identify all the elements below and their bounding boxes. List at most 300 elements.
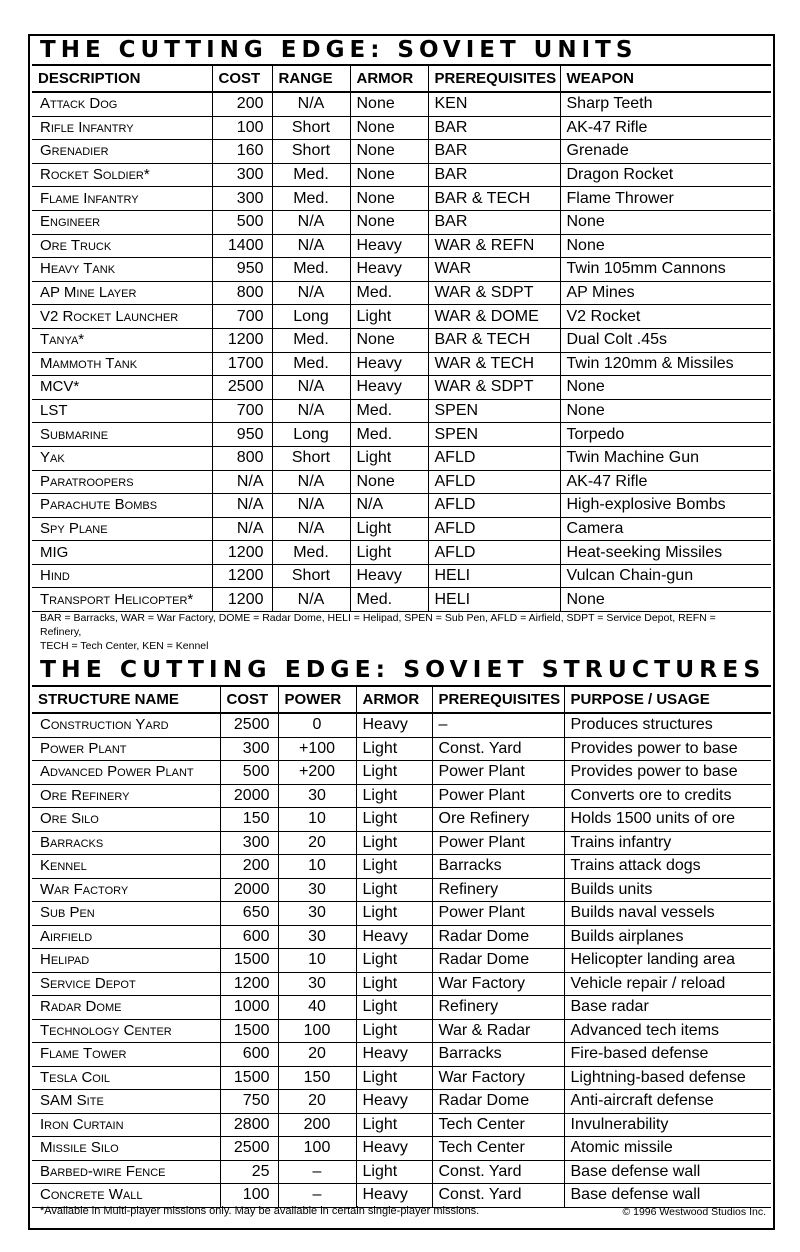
structure-purpose: Base defense wall [564, 1160, 771, 1184]
unit-prerequisites: WAR & SDPT [428, 376, 560, 400]
unit-description: Tanya* [32, 328, 212, 352]
unit-armor: Light [350, 517, 428, 541]
unit-weapon: Sharp Teeth [560, 92, 771, 116]
unit-cost: 100 [212, 116, 272, 140]
units-table [32, 66, 771, 612]
unit-row [32, 234, 771, 258]
structure-purpose: Provides power to base [564, 761, 771, 785]
unit-weapon: Dragon Rocket [560, 163, 771, 187]
structure-name: Construction Yard [32, 713, 220, 737]
units-legend-line-1: BAR = Barracks, WAR = War Factory, DOME = Radar Dome, HELI = Helipad, SPEN = Sub Pen, AFLD = Airfield, SDPT = Service Depot, REFN = Refinery, [40, 612, 716, 638]
structures-col-cost: COST [220, 686, 278, 713]
unit-prerequisites: AFLD [428, 446, 560, 470]
unit-weapon: Twin 120mm & Missiles [560, 352, 771, 376]
structure-armor: Light [356, 1113, 432, 1137]
unit-row [32, 163, 771, 187]
structure-prerequisites: Power Plant [432, 784, 564, 808]
structure-cost: 200 [220, 855, 278, 879]
unit-weapon: None [560, 588, 771, 612]
structure-power: 200 [278, 1113, 356, 1137]
structures-col-armor: ARMOR [356, 686, 432, 713]
unit-description: AP Mine Layer [32, 281, 212, 305]
unit-row [32, 588, 771, 612]
units-table-body [32, 92, 771, 612]
unit-armor: None [350, 92, 428, 116]
structure-purpose: Produces structures [564, 713, 771, 737]
unit-prerequisites: AFLD [428, 517, 560, 541]
structure-prerequisites: Refinery [432, 996, 564, 1020]
structure-prerequisites: Ore Refinery [432, 808, 564, 832]
structure-power: 10 [278, 949, 356, 973]
unit-armor: Med. [350, 281, 428, 305]
structure-armor: Light [356, 996, 432, 1020]
structure-armor: Light [356, 855, 432, 879]
structure-name: Kennel [32, 855, 220, 879]
structure-prerequisites: Power Plant [432, 902, 564, 926]
unit-row [32, 494, 771, 518]
structure-name: War Factory [32, 878, 220, 902]
unit-row [32, 210, 771, 234]
unit-weapon: Heat-seeking Missiles [560, 541, 771, 565]
structures-col-name: STRUCTURE NAME [32, 686, 220, 713]
structure-purpose: Builds airplanes [564, 925, 771, 949]
structures-section-title: THE CUTTING EDGE: SOVIET STRUCTURES [40, 655, 766, 683]
structure-name: Sub Pen [32, 902, 220, 926]
structure-armor: Light [356, 808, 432, 832]
structure-prerequisites: Radar Dome [432, 1090, 564, 1114]
structure-name: Tesla Coil [32, 1066, 220, 1090]
structures-table [32, 685, 771, 1208]
unit-weapon: High-explosive Bombs [560, 494, 771, 518]
structure-prerequisites: – [432, 713, 564, 737]
structure-armor: Light [356, 972, 432, 996]
unit-cost: 1200 [212, 564, 272, 588]
unit-description: Paratroopers [32, 470, 212, 494]
structure-row [32, 808, 771, 832]
unit-prerequisites: WAR & SDPT [428, 281, 560, 305]
unit-armor: Heavy [350, 258, 428, 282]
unit-description: Flame Infantry [32, 187, 212, 211]
unit-prerequisites: BAR [428, 210, 560, 234]
structure-name: Ore Refinery [32, 784, 220, 808]
unit-prerequisites: BAR & TECH [428, 328, 560, 352]
unit-prerequisites: WAR & REFN [428, 234, 560, 258]
unit-cost: 2500 [212, 376, 272, 400]
unit-cost: 1700 [212, 352, 272, 376]
unit-weapon: AK-47 Rifle [560, 470, 771, 494]
structure-armor: Light [356, 1160, 432, 1184]
unit-prerequisites: SPEN [428, 423, 560, 447]
unit-range: N/A [272, 92, 350, 116]
unit-weapon: Flame Thrower [560, 187, 771, 211]
unit-prerequisites: BAR [428, 163, 560, 187]
unit-description: Transport Helicopter* [32, 588, 212, 612]
unit-prerequisites: BAR & TECH [428, 187, 560, 211]
structure-purpose: Anti-aircraft defense [564, 1090, 771, 1114]
units-header-row [32, 66, 771, 92]
structure-prerequisites: Const. Yard [432, 1160, 564, 1184]
unit-range: N/A [272, 494, 350, 518]
unit-row [32, 470, 771, 494]
structures-table-body [32, 713, 771, 1207]
structure-cost: 1500 [220, 1019, 278, 1043]
unit-cost: 1200 [212, 588, 272, 612]
unit-range: Med. [272, 541, 350, 565]
unit-cost: 950 [212, 423, 272, 447]
structure-purpose: Invulnerability [564, 1113, 771, 1137]
unit-armor: Med. [350, 399, 428, 423]
structure-power: 30 [278, 925, 356, 949]
unit-armor: Heavy [350, 234, 428, 258]
structure-row [32, 713, 771, 737]
structure-cost: 750 [220, 1090, 278, 1114]
units-col-prerequisites: PREREQUISITES [428, 66, 560, 92]
structure-name: Advanced Power Plant [32, 761, 220, 785]
structure-purpose: Holds 1500 units of ore [564, 808, 771, 832]
unit-weapon: None [560, 234, 771, 258]
structure-power: 150 [278, 1066, 356, 1090]
structure-row [32, 1113, 771, 1137]
structure-cost: 1200 [220, 972, 278, 996]
unit-description: Attack Dog [32, 92, 212, 116]
structure-cost: 1000 [220, 996, 278, 1020]
unit-cost: 500 [212, 210, 272, 234]
unit-range: N/A [272, 210, 350, 234]
unit-range: Med. [272, 328, 350, 352]
structure-purpose: Advanced tech items [564, 1019, 771, 1043]
unit-description: LST [32, 399, 212, 423]
structure-power: 10 [278, 808, 356, 832]
structure-armor: Heavy [356, 1043, 432, 1067]
unit-cost: 1200 [212, 328, 272, 352]
structure-power: 100 [278, 1137, 356, 1161]
unit-range: N/A [272, 517, 350, 541]
unit-prerequisites: AFLD [428, 470, 560, 494]
unit-range: Med. [272, 352, 350, 376]
unit-range: Med. [272, 187, 350, 211]
unit-armor: Heavy [350, 376, 428, 400]
structure-name: Missile Silo [32, 1137, 220, 1161]
structures-col-power: POWER [278, 686, 356, 713]
structure-cost: 1500 [220, 1066, 278, 1090]
unit-cost: 800 [212, 446, 272, 470]
structure-cost: 600 [220, 1043, 278, 1067]
structure-name: Power Plant [32, 737, 220, 761]
structure-armor: Heavy [356, 1184, 432, 1208]
unit-armor: None [350, 163, 428, 187]
structure-armor: Light [356, 737, 432, 761]
unit-prerequisites: SPEN [428, 399, 560, 423]
units-col-weapon: WEAPON [560, 66, 771, 92]
unit-row [32, 541, 771, 565]
structures-header-row [32, 686, 771, 713]
unit-cost: 950 [212, 258, 272, 282]
units-col-range: RANGE [272, 66, 350, 92]
unit-range: Short [272, 140, 350, 164]
structure-armor: Light [356, 949, 432, 973]
structure-name: Barbed-wire Fence [32, 1160, 220, 1184]
structure-prerequisites: Tech Center [432, 1113, 564, 1137]
copyright: © 1996 Westwood Studios Inc. [622, 1206, 766, 1218]
unit-cost: 200 [212, 92, 272, 116]
structure-cost: 1500 [220, 949, 278, 973]
structure-purpose: Base defense wall [564, 1184, 771, 1208]
unit-description: Rocket Soldier* [32, 163, 212, 187]
structure-purpose: Provides power to base [564, 737, 771, 761]
structure-prerequisites: Radar Dome [432, 925, 564, 949]
unit-cost: 1200 [212, 541, 272, 565]
structure-prerequisites: War Factory [432, 1066, 564, 1090]
unit-armor: Med. [350, 588, 428, 612]
unit-weapon: None [560, 376, 771, 400]
structure-prerequisites: Tech Center [432, 1137, 564, 1161]
structure-prerequisites: Radar Dome [432, 949, 564, 973]
structure-row [32, 972, 771, 996]
structure-name: Barracks [32, 831, 220, 855]
unit-weapon: Dual Colt .45s [560, 328, 771, 352]
structure-power: 20 [278, 1090, 356, 1114]
unit-row [32, 187, 771, 211]
structure-power: 20 [278, 831, 356, 855]
structure-row [32, 1160, 771, 1184]
unit-row [32, 305, 771, 329]
unit-weapon: None [560, 210, 771, 234]
units-col-description: DESCRIPTION [32, 66, 212, 92]
structure-purpose: Atomic missile [564, 1137, 771, 1161]
structure-row [32, 949, 771, 973]
structure-row [32, 1137, 771, 1161]
structure-cost: 25 [220, 1160, 278, 1184]
structure-armor: Light [356, 902, 432, 926]
unit-row [32, 517, 771, 541]
structure-cost: 2800 [220, 1113, 278, 1137]
structure-row [32, 1066, 771, 1090]
structure-power: 40 [278, 996, 356, 1020]
unit-cost: N/A [212, 470, 272, 494]
unit-weapon: AK-47 Rifle [560, 116, 771, 140]
structure-prerequisites: Const. Yard [432, 1184, 564, 1208]
unit-range: Long [272, 305, 350, 329]
unit-range: Med. [272, 163, 350, 187]
unit-cost: 300 [212, 187, 272, 211]
unit-description: Yak [32, 446, 212, 470]
unit-description: Hind [32, 564, 212, 588]
structure-name: Ore Silo [32, 808, 220, 832]
unit-description: Submarine [32, 423, 212, 447]
unit-description: Spy Plane [32, 517, 212, 541]
unit-armor: Light [350, 541, 428, 565]
unit-weapon: Grenade [560, 140, 771, 164]
unit-row [32, 376, 771, 400]
structure-armor: Light [356, 1019, 432, 1043]
structure-prerequisites: Barracks [432, 1043, 564, 1067]
unit-range: N/A [272, 399, 350, 423]
unit-cost: 300 [212, 163, 272, 187]
structure-row [32, 1184, 771, 1208]
unit-armor: Heavy [350, 564, 428, 588]
structure-power: 30 [278, 784, 356, 808]
unit-row [32, 352, 771, 376]
structure-name: Airfield [32, 925, 220, 949]
unit-cost: 700 [212, 399, 272, 423]
structure-row [32, 1090, 771, 1114]
unit-cost: N/A [212, 517, 272, 541]
unit-armor: None [350, 470, 428, 494]
structure-power: 30 [278, 902, 356, 926]
unit-cost: 800 [212, 281, 272, 305]
unit-range: N/A [272, 234, 350, 258]
structure-cost: 300 [220, 737, 278, 761]
structure-row [32, 784, 771, 808]
unit-cost: N/A [212, 494, 272, 518]
structure-cost: 100 [220, 1184, 278, 1208]
unit-armor: Med. [350, 423, 428, 447]
structure-armor: Light [356, 831, 432, 855]
structure-cost: 2500 [220, 713, 278, 737]
units-col-cost: COST [212, 66, 272, 92]
structure-power: 0 [278, 713, 356, 737]
structure-name: Helipad [32, 949, 220, 973]
unit-prerequisites: WAR [428, 258, 560, 282]
unit-weapon: Twin 105mm Cannons [560, 258, 771, 282]
unit-armor: None [350, 210, 428, 234]
structure-name: Radar Dome [32, 996, 220, 1020]
structure-armor: Heavy [356, 925, 432, 949]
unit-description: Mammoth Tank [32, 352, 212, 376]
structure-cost: 600 [220, 925, 278, 949]
units-col-armor: ARMOR [350, 66, 428, 92]
unit-range: Short [272, 564, 350, 588]
unit-armor: None [350, 187, 428, 211]
structure-armor: Light [356, 761, 432, 785]
units-section-title: THE CUTTING EDGE: SOVIET UNITS [40, 37, 638, 63]
unit-weapon: Torpedo [560, 423, 771, 447]
unit-prerequisites: BAR [428, 116, 560, 140]
structure-row [32, 737, 771, 761]
unit-range: N/A [272, 376, 350, 400]
unit-range: N/A [272, 470, 350, 494]
structure-purpose: Trains infantry [564, 831, 771, 855]
unit-row [32, 258, 771, 282]
unit-range: N/A [272, 281, 350, 305]
structure-purpose: Fire-based defense [564, 1043, 771, 1067]
structure-prerequisites: Power Plant [432, 761, 564, 785]
structure-purpose: Converts ore to credits [564, 784, 771, 808]
unit-row [32, 328, 771, 352]
structure-purpose: Builds units [564, 878, 771, 902]
unit-armor: Light [350, 305, 428, 329]
unit-description: Ore Truck [32, 234, 212, 258]
structure-armor: Heavy [356, 1090, 432, 1114]
unit-armor: None [350, 116, 428, 140]
unit-row [32, 92, 771, 116]
unit-description: Engineer [32, 210, 212, 234]
structure-prerequisites: War Factory [432, 972, 564, 996]
structure-purpose: Base radar [564, 996, 771, 1020]
unit-row [32, 281, 771, 305]
structure-prerequisites: Refinery [432, 878, 564, 902]
unit-range: Med. [272, 258, 350, 282]
structure-row [32, 902, 771, 926]
unit-description: Heavy Tank [32, 258, 212, 282]
unit-armor: N/A [350, 494, 428, 518]
unit-row [32, 564, 771, 588]
unit-description: Parachute Bombs [32, 494, 212, 518]
structure-armor: Heavy [356, 713, 432, 737]
unit-row [32, 116, 771, 140]
structure-power: +100 [278, 737, 356, 761]
structure-purpose: Vehicle repair / reload [564, 972, 771, 996]
unit-prerequisites: AFLD [428, 494, 560, 518]
structure-armor: Heavy [356, 1137, 432, 1161]
structure-purpose: Helicopter landing area [564, 949, 771, 973]
unit-prerequisites: AFLD [428, 541, 560, 565]
structure-armor: Light [356, 784, 432, 808]
structure-power: 100 [278, 1019, 356, 1043]
unit-cost: 160 [212, 140, 272, 164]
unit-weapon: Twin Machine Gun [560, 446, 771, 470]
unit-armor: Light [350, 446, 428, 470]
unit-row [32, 140, 771, 164]
structure-name: Service Depot [32, 972, 220, 996]
structure-power: 10 [278, 855, 356, 879]
structure-row [32, 996, 771, 1020]
unit-row [32, 399, 771, 423]
unit-row [32, 423, 771, 447]
structure-power: – [278, 1160, 356, 1184]
structure-cost: 2000 [220, 784, 278, 808]
structure-armor: Light [356, 1066, 432, 1090]
unit-range: Short [272, 116, 350, 140]
structure-purpose: Lightning-based defense [564, 1066, 771, 1090]
unit-weapon: AP Mines [560, 281, 771, 305]
unit-description: V2 Rocket Launcher [32, 305, 212, 329]
structure-purpose: Builds naval vessels [564, 902, 771, 926]
structure-prerequisites: War & Radar [432, 1019, 564, 1043]
structure-cost: 2000 [220, 878, 278, 902]
structure-cost: 500 [220, 761, 278, 785]
structure-armor: Light [356, 878, 432, 902]
structure-power: – [278, 1184, 356, 1208]
unit-description: Rifle Infantry [32, 116, 212, 140]
unit-description: MCV* [32, 376, 212, 400]
structure-name: Flame Tower [32, 1043, 220, 1067]
structure-power: 20 [278, 1043, 356, 1067]
structure-name: SAM Site [32, 1090, 220, 1114]
unit-prerequisites: WAR & DOME [428, 305, 560, 329]
unit-weapon: Vulcan Chain-gun [560, 564, 771, 588]
unit-cost: 700 [212, 305, 272, 329]
unit-armor: None [350, 140, 428, 164]
unit-range: N/A [272, 588, 350, 612]
structures-col-purpose: PURPOSE / USAGE [564, 686, 771, 713]
unit-prerequisites: WAR & TECH [428, 352, 560, 376]
unit-weapon: V2 Rocket [560, 305, 771, 329]
footnote: *Available in Multi-player missions only. May be available in certain single-player missions. [40, 1205, 480, 1217]
structure-power: 30 [278, 972, 356, 996]
structure-purpose: Trains attack dogs [564, 855, 771, 879]
structure-prerequisites: Barracks [432, 855, 564, 879]
units-abbreviation-legend [40, 611, 740, 653]
structure-name: Concrete Wall [32, 1184, 220, 1208]
structure-name: Technology Center [32, 1019, 220, 1043]
unit-range: Short [272, 446, 350, 470]
unit-weapon: None [560, 399, 771, 423]
unit-prerequisites: HELI [428, 588, 560, 612]
unit-armor: Heavy [350, 352, 428, 376]
unit-armor: None [350, 328, 428, 352]
unit-row [32, 446, 771, 470]
